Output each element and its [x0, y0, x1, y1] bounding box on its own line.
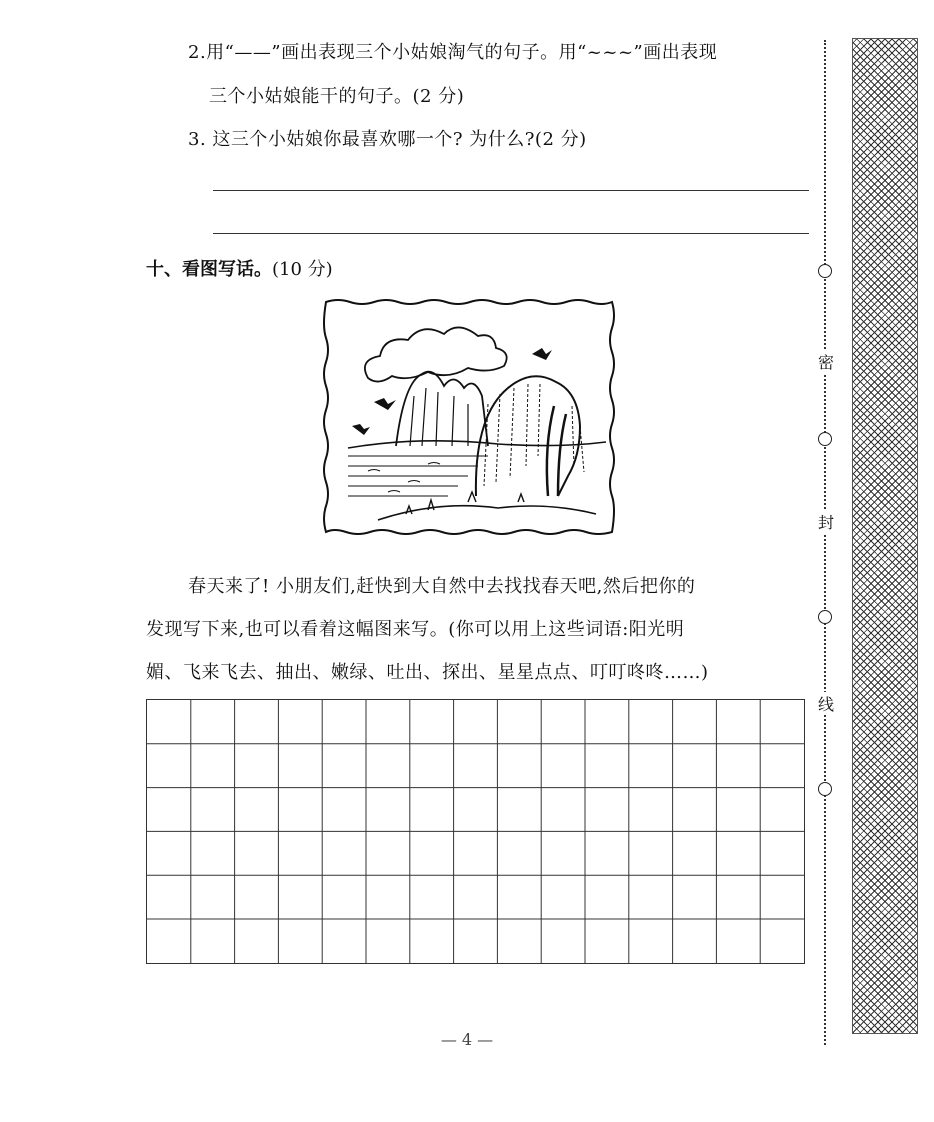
section-10-title-text: 十、看图写话。 — [146, 259, 272, 280]
writing-prompt-line-2: 发现写下来,也可以看着这幅图来写。(你可以用上这些词语:阳光明 — [146, 619, 685, 640]
decorative-pattern-strip — [852, 38, 918, 1034]
question-3: 3. 这三个小姑娘你最喜欢哪一个? 为什么?(2 分) — [188, 129, 587, 150]
section-10-title — [146, 255, 333, 281]
page-number: — 4 — — [440, 1030, 494, 1049]
seal-char-feng: 封 — [816, 510, 836, 533]
question-2-line-2: 三个小姑娘能干的句子。(2 分) — [209, 86, 465, 107]
writing-prompt-line-3: 媚、飞来飞去、抽出、嫩绿、吐出、探出、星星点点、叮叮咚咚……) — [146, 662, 709, 683]
seal-char-mi: 密 — [816, 350, 836, 373]
circle-icon — [818, 782, 832, 796]
question-2-line-1: 2.用“——”画出表现三个小姑娘淘气的句子。用“~~~”画出表现 — [188, 42, 718, 63]
writing-prompt-line-1: 春天来了! 小朋友们,赶快到大自然中去找找春天吧,然后把你的 — [188, 576, 696, 597]
answer-line-1[interactable] — [213, 190, 809, 191]
circle-icon — [818, 432, 832, 446]
writing-grid[interactable] — [146, 699, 805, 964]
writing-grid-lines — [147, 700, 804, 963]
section-10-score: (10 分) — [272, 259, 333, 280]
spring-picture — [318, 296, 620, 540]
circle-icon — [818, 264, 832, 278]
seal-char-xian: 线 — [816, 692, 836, 715]
willow-spring-scene-illustration — [318, 296, 620, 540]
circle-icon — [818, 610, 832, 624]
answer-line-2[interactable] — [213, 233, 809, 234]
binding-dotted-line — [824, 40, 826, 1045]
